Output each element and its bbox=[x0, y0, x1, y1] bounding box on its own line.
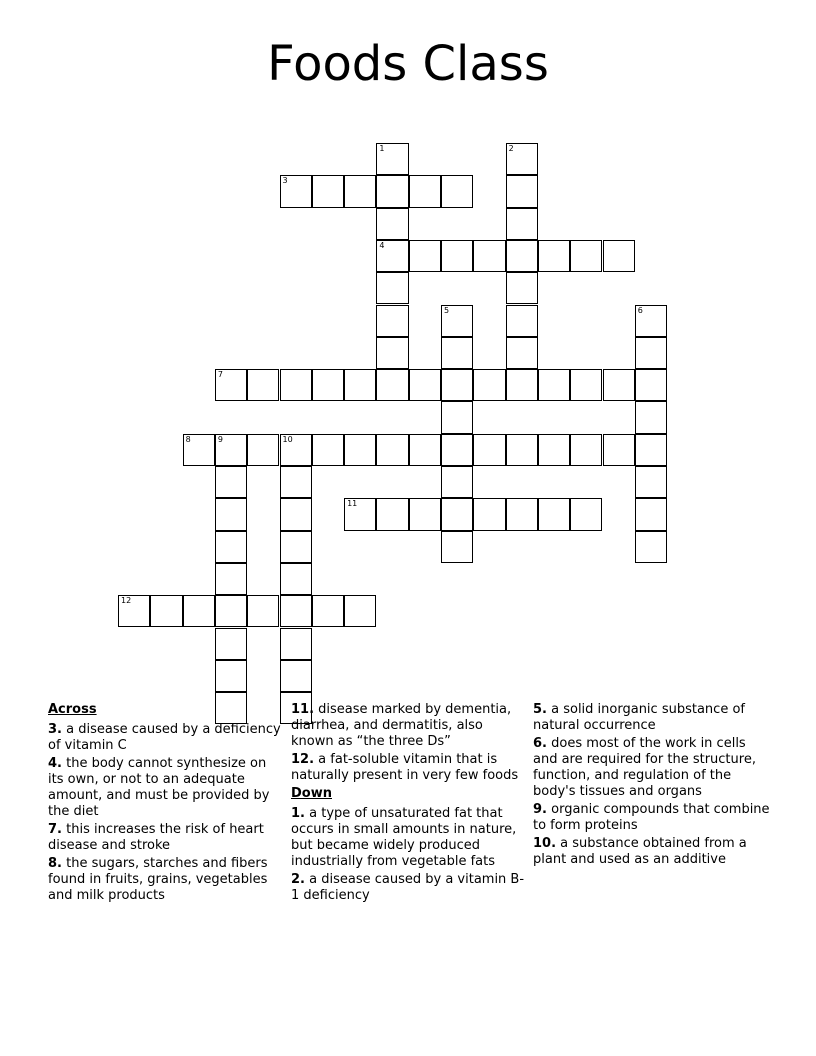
crossword-cell[interactable] bbox=[473, 369, 505, 401]
crossword-cell[interactable] bbox=[409, 498, 441, 530]
crossword-cell[interactable] bbox=[409, 175, 441, 207]
crossword-cell[interactable] bbox=[280, 531, 312, 563]
crossword-cell[interactable] bbox=[376, 208, 408, 240]
crossword-cell[interactable] bbox=[538, 240, 570, 272]
clue-number: 6. bbox=[533, 736, 547, 751]
crossword-cell[interactable] bbox=[635, 498, 667, 530]
clue-number: 1. bbox=[291, 806, 305, 821]
crossword-cell[interactable] bbox=[570, 240, 602, 272]
crossword-cell[interactable] bbox=[376, 272, 408, 304]
crossword-cell[interactable] bbox=[506, 240, 538, 272]
clue-text: a solid inorganic substance of natural occurrence bbox=[533, 702, 745, 733]
crossword-cell[interactable] bbox=[215, 595, 247, 627]
clue-number: 9. bbox=[533, 802, 547, 817]
clue-text: disease marked by dementia, diarrhea, and dermatitis, also known as “the three Ds” bbox=[291, 702, 512, 749]
clue-number: 8. bbox=[48, 856, 62, 871]
crossword-cell[interactable] bbox=[473, 240, 505, 272]
clue-number: 10. bbox=[533, 836, 557, 851]
crossword-cell[interactable] bbox=[376, 175, 408, 207]
crossword-cell[interactable] bbox=[603, 369, 635, 401]
clue-across-8 bbox=[48, 856, 284, 904]
crossword-cell[interactable] bbox=[376, 337, 408, 369]
clue-number-label: 11 bbox=[347, 499, 358, 509]
crossword-cell[interactable] bbox=[280, 628, 312, 660]
crossword-cell[interactable] bbox=[280, 660, 312, 692]
crossword-cell[interactable] bbox=[441, 466, 473, 498]
crossword-cell[interactable] bbox=[441, 305, 473, 337]
crossword-cell[interactable] bbox=[635, 466, 667, 498]
clue-text: the body cannot synthesize on its own, or not to an adequate amount, and must be provided by the diet bbox=[48, 756, 270, 819]
crossword-cell[interactable] bbox=[603, 240, 635, 272]
clue-down-9 bbox=[533, 802, 773, 834]
clue-text: a type of unsaturated fat that occurs in small amounts in nature, but became widely produced industrially from vegetable fats bbox=[291, 806, 517, 869]
crossword-cell[interactable] bbox=[635, 369, 667, 401]
clue-number-label: 1 bbox=[379, 144, 385, 153]
crossword-cell[interactable] bbox=[280, 563, 312, 595]
crossword-cell[interactable] bbox=[441, 531, 473, 563]
crossword-cell[interactable] bbox=[570, 369, 602, 401]
clue-number-label: 4 bbox=[379, 240, 385, 250]
crossword-cell[interactable] bbox=[215, 369, 247, 401]
clue-down-5 bbox=[533, 702, 773, 734]
crossword-cell[interactable] bbox=[473, 498, 505, 530]
crossword-cell[interactable] bbox=[506, 208, 538, 240]
crossword-cell[interactable] bbox=[538, 434, 570, 466]
crossword-cell[interactable] bbox=[441, 337, 473, 369]
crossword-cell[interactable] bbox=[344, 595, 376, 627]
crossword-cell[interactable] bbox=[247, 595, 279, 627]
clues-column-2 bbox=[291, 702, 527, 906]
clue-number-label: 7 bbox=[217, 370, 223, 380]
clue-number-label: 2 bbox=[508, 144, 514, 153]
crossword-cell[interactable] bbox=[506, 498, 538, 530]
clues-column-3 bbox=[533, 702, 773, 870]
clue-number-label: 5 bbox=[444, 305, 450, 315]
crossword-cell[interactable] bbox=[376, 240, 408, 272]
clue-across-7 bbox=[48, 822, 284, 854]
crossword-cell[interactable] bbox=[280, 175, 312, 207]
crossword-cell[interactable] bbox=[441, 434, 473, 466]
crossword-cell[interactable] bbox=[570, 434, 602, 466]
crossword-cell[interactable] bbox=[409, 434, 441, 466]
crossword-cell[interactable] bbox=[538, 369, 570, 401]
crossword-cell[interactable] bbox=[376, 369, 408, 401]
clue-text: a disease caused by a vitamin B-1 deficiency bbox=[291, 872, 525, 903]
crossword-cell[interactable] bbox=[473, 434, 505, 466]
page-title: Foods Class bbox=[267, 36, 549, 92]
crossword-cell[interactable] bbox=[215, 466, 247, 498]
clue-number: 5. bbox=[533, 702, 547, 717]
crossword-cell[interactable] bbox=[215, 498, 247, 530]
crossword-cell[interactable] bbox=[635, 401, 667, 433]
crossword-cell[interactable] bbox=[506, 337, 538, 369]
clues-column-1 bbox=[48, 702, 284, 906]
clue-across-3 bbox=[48, 722, 284, 754]
crossword-cell[interactable] bbox=[215, 628, 247, 660]
crossword-cell[interactable] bbox=[344, 175, 376, 207]
clue-number-label: 12 bbox=[121, 596, 132, 606]
crossword-cell[interactable] bbox=[280, 595, 312, 627]
crossword-cell[interactable] bbox=[506, 175, 538, 207]
crossword-cell[interactable] bbox=[441, 240, 473, 272]
crossword-cell[interactable] bbox=[312, 434, 344, 466]
crossword-cell[interactable] bbox=[409, 240, 441, 272]
crossword-cell[interactable] bbox=[215, 531, 247, 563]
crossword-cell[interactable] bbox=[376, 434, 408, 466]
clue-down-6 bbox=[533, 736, 773, 800]
crossword-cell[interactable] bbox=[247, 369, 279, 401]
crossword-cell[interactable] bbox=[441, 369, 473, 401]
clue-number: 12. bbox=[291, 752, 315, 767]
clue-number: 3. bbox=[48, 722, 62, 737]
clue-text: this increases the risk of heart disease and stroke bbox=[48, 822, 264, 853]
crossword-cell[interactable] bbox=[247, 434, 279, 466]
crossword-cell[interactable] bbox=[441, 175, 473, 207]
crossword-cell[interactable] bbox=[376, 305, 408, 337]
crossword-cell[interactable] bbox=[409, 369, 441, 401]
crossword-cell[interactable] bbox=[118, 595, 150, 627]
clue-number: 11. bbox=[291, 702, 315, 717]
crossword-cell[interactable] bbox=[635, 434, 667, 466]
crossword-cell[interactable] bbox=[635, 337, 667, 369]
crossword-cell[interactable] bbox=[280, 498, 312, 530]
crossword-cell[interactable] bbox=[506, 272, 538, 304]
clue-text: does most of the work in cells and are required for the structure, function, and regulation of the body's tissues and organs bbox=[533, 736, 756, 799]
crossword-cell[interactable] bbox=[344, 434, 376, 466]
crossword-cell[interactable] bbox=[506, 434, 538, 466]
crossword-cell[interactable] bbox=[506, 305, 538, 337]
crossword-cell[interactable] bbox=[215, 563, 247, 595]
crossword-cell[interactable] bbox=[635, 305, 667, 337]
crossword-cell[interactable] bbox=[312, 175, 344, 207]
crossword-cell[interactable] bbox=[344, 498, 376, 530]
clue-text: organic compounds that combine to form proteins bbox=[533, 802, 770, 833]
crossword-cell[interactable] bbox=[506, 369, 538, 401]
clue-number-label: 10 bbox=[282, 434, 293, 444]
clue-number: 4. bbox=[48, 756, 62, 771]
crossword-cell[interactable] bbox=[538, 498, 570, 530]
crossword-cell[interactable] bbox=[344, 369, 376, 401]
clue-number-label: 6 bbox=[637, 305, 643, 315]
clue-text: the sugars, starches and fibers found in fruits, grains, vegetables and milk products bbox=[48, 856, 268, 903]
clue-text: a fat-soluble vitamin that is naturally present in very few foods bbox=[291, 752, 519, 783]
crossword-cell[interactable] bbox=[215, 434, 247, 466]
across-heading: Across bbox=[48, 702, 97, 717]
crossword-cell[interactable] bbox=[312, 369, 344, 401]
crossword-cell[interactable] bbox=[376, 498, 408, 530]
crossword-cell[interactable] bbox=[280, 369, 312, 401]
clue-across-11 bbox=[291, 702, 527, 750]
crossword-cell[interactable] bbox=[215, 660, 247, 692]
crossword-cell[interactable] bbox=[603, 434, 635, 466]
crossword-cell[interactable] bbox=[635, 531, 667, 563]
crossword-cell[interactable] bbox=[280, 434, 312, 466]
clue-across-4 bbox=[48, 756, 284, 820]
clue-text: a disease caused by a deficiency of vitamin C bbox=[48, 722, 281, 753]
clue-number: 7. bbox=[48, 822, 62, 837]
clue-number-label: 8 bbox=[185, 434, 191, 444]
clue-down-2 bbox=[291, 872, 527, 904]
crossword-cell[interactable] bbox=[441, 498, 473, 530]
crossword-cell[interactable] bbox=[312, 595, 344, 627]
crossword-cell[interactable] bbox=[570, 498, 602, 530]
clue-down-1 bbox=[291, 806, 527, 870]
crossword-cell[interactable] bbox=[441, 401, 473, 433]
clue-number: 2. bbox=[291, 872, 305, 887]
clue-across-12 bbox=[291, 752, 527, 784]
clue-number-label: 3 bbox=[282, 176, 288, 186]
down-heading: Down bbox=[291, 786, 332, 801]
crossword-cell[interactable] bbox=[280, 466, 312, 498]
crossword-cell[interactable] bbox=[183, 595, 215, 627]
crossword-cell[interactable] bbox=[376, 143, 408, 175]
clue-number-label: 9 bbox=[217, 434, 223, 444]
crossword-cell[interactable] bbox=[183, 434, 215, 466]
crossword-cell[interactable] bbox=[150, 595, 182, 627]
crossword-cell[interactable] bbox=[506, 143, 538, 175]
clue-down-10 bbox=[533, 836, 773, 868]
clue-text: a substance obtained from a plant and used as an additive bbox=[533, 836, 747, 867]
